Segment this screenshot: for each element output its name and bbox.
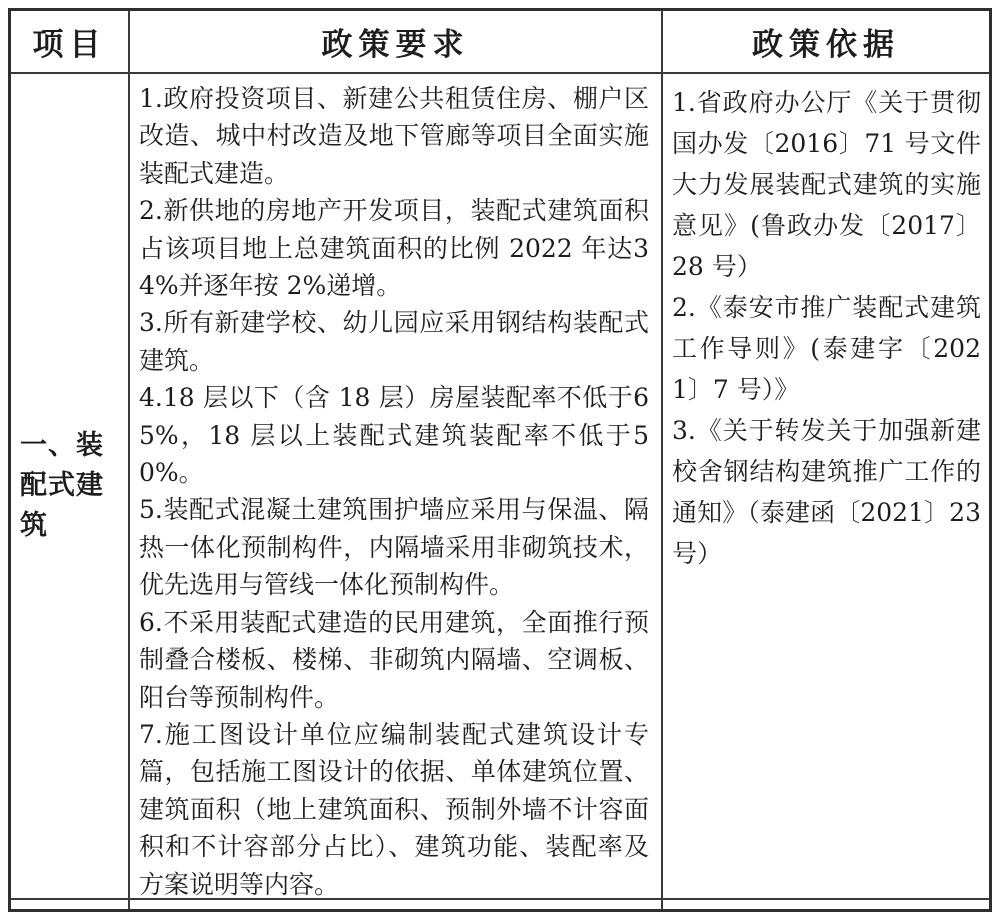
header-basis-label: 政策依据 <box>752 27 900 63</box>
category-label: 一、装配式建筑 <box>20 430 104 541</box>
next-row-basis-cell <box>663 900 989 909</box>
table-body-row <box>11 74 989 900</box>
requirement-item: 6.不采用装配式建造的民用建筑，全面推行预制叠合楼板、楼梯、非砌筑内隔墙、空调板、阳台等预制构件。 <box>139 607 649 712</box>
header-requirements-label: 政策要求 <box>321 27 470 63</box>
requirement-item: 1.政府投资项目、新建公共租赁住房、棚户区改造、城中村改造及地下管廊等项目全面实施装配式建造。 <box>139 84 649 188</box>
table-header-row <box>11 11 989 74</box>
next-row-category-cell <box>11 900 130 909</box>
basis-item: 1.省政府办公厅《关于贯彻国办发〔2016〕71 号文件大力发展装配式建筑的实施意见》(鲁政办发〔2017〕28 号） <box>672 88 981 281</box>
header-cell-item <box>11 11 130 74</box>
next-row-requirements-cell <box>130 900 663 909</box>
basis-item: 2.《泰安市推广装配式建筑工作导则》(泰建字〔2021〕7 号）》 <box>672 293 981 404</box>
requirement-item: 4.18 层以下（含 18 层）房屋装配率不低于65%，18 层以上装配式建筑装配率不低于50%。 <box>139 383 649 488</box>
requirements-cell <box>130 74 663 900</box>
basis-cell <box>663 74 989 900</box>
next-row-cutoff <box>11 900 989 909</box>
header-cell-requirements <box>130 11 663 74</box>
requirement-item: 7.施工图设计单位应编制装配式建筑设计专篇，包括施工图设计的依据、单体建筑位置、建筑面积（地上建筑面积、预制外墙不计容面积和不计容部分占比）、建筑功能、装配率及方案说明等内容。 <box>139 719 649 899</box>
policy-table <box>8 8 992 912</box>
header-item-label: 项目 <box>32 27 107 63</box>
header-cell-basis <box>663 11 989 74</box>
requirement-item: 2.新供地的房地产开发项目，装配式建筑面积占该项目地上总建筑面积的比例 2022 年达34%并逐年按 2%递增。 <box>139 196 649 301</box>
category-cell <box>11 74 130 900</box>
basis-item: 3.《关于转发关于加强新建校舍钢结构建筑推广工作的通知》（泰建函〔2021〕23 号） <box>672 416 981 568</box>
requirement-item: 3.所有新建学校、幼儿园应采用钢结构装配式建筑。 <box>139 308 649 375</box>
requirement-item: 5.装配式混凝土建筑围护墙应采用与保温、隔热一体化预制构件，内隔墙采用非砌筑技术，优先选用与管线一体化预制构件。 <box>139 495 649 600</box>
